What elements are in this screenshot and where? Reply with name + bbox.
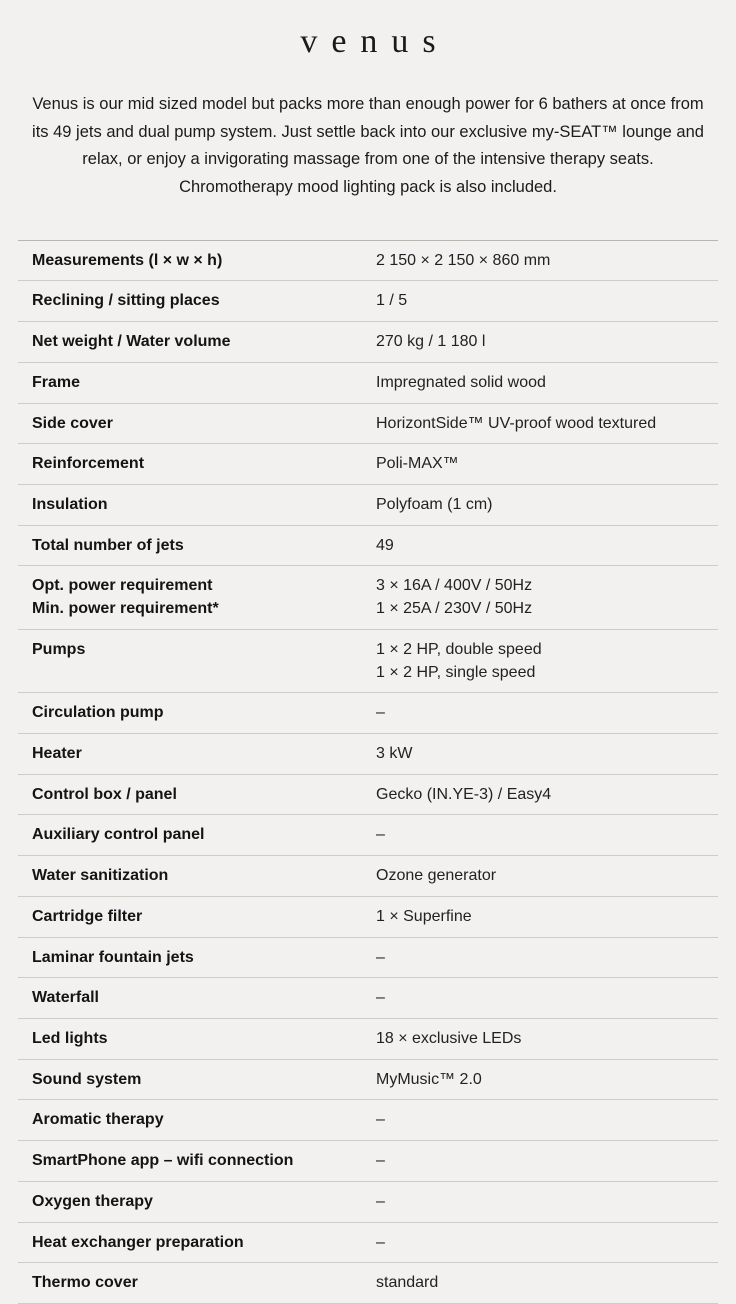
spec-value-line: Poli-MAX™ bbox=[376, 455, 459, 473]
table-row bbox=[18, 1141, 718, 1182]
table-row bbox=[18, 1263, 718, 1303]
spec-value-line: 270 kg / 1 180 l bbox=[376, 333, 486, 351]
spec-value-line: 1 × Superfine bbox=[376, 907, 472, 925]
table-row bbox=[18, 240, 718, 281]
spec-label-cell bbox=[18, 362, 372, 403]
spec-label-cell bbox=[18, 734, 372, 775]
spec-label-cell bbox=[18, 1100, 372, 1141]
spec-value-line: – bbox=[376, 704, 385, 722]
spec-value-line: HorizontSide™ UV-proof wood textured bbox=[376, 414, 657, 432]
page-title: venus bbox=[300, 23, 450, 60]
table-row bbox=[18, 1059, 718, 1100]
spec-label-cell bbox=[18, 629, 372, 692]
spec-value-line: 3 kW bbox=[376, 745, 413, 763]
spec-label-cell bbox=[18, 896, 372, 937]
spec-value-line: standard bbox=[376, 1274, 439, 1292]
spec-value-line: – bbox=[376, 1192, 385, 1210]
spec-value-cell bbox=[372, 1019, 718, 1060]
spec-value-cell bbox=[372, 937, 718, 978]
spec-label-cell bbox=[18, 566, 372, 629]
table-row bbox=[18, 1100, 718, 1141]
spec-value-cell bbox=[372, 1263, 718, 1303]
spec-label-line: Frame bbox=[32, 373, 81, 391]
spec-value-cell bbox=[372, 1181, 718, 1222]
spec-label-line: Total number of jets bbox=[32, 536, 184, 554]
table-row bbox=[18, 1222, 718, 1263]
spec-value-line: 2 150 × 2 150 × 860 mm bbox=[376, 251, 551, 269]
spec-value-cell bbox=[372, 978, 718, 1019]
table-row bbox=[18, 1181, 718, 1222]
table-row bbox=[18, 322, 718, 363]
spec-label-line: Auxiliary control panel bbox=[32, 826, 205, 844]
spec-value-cell bbox=[372, 525, 718, 566]
spec-value-cell bbox=[372, 240, 718, 281]
table-row bbox=[18, 856, 718, 897]
spec-label-line: Reinforcement bbox=[32, 455, 145, 473]
spec-label-line: Cartridge filter bbox=[32, 907, 143, 925]
spec-value-line: 1 × 25A / 230V / 50Hz bbox=[376, 600, 533, 618]
spec-value-line: – bbox=[376, 989, 385, 1007]
table-row bbox=[18, 629, 718, 692]
spec-label-line: Measurements (l × w × h) bbox=[32, 251, 223, 269]
spec-value-cell bbox=[372, 484, 718, 525]
spec-value-line: 1 × 2 HP, single speed bbox=[376, 663, 536, 681]
spec-label-cell bbox=[18, 444, 372, 485]
table-row bbox=[18, 896, 718, 937]
spec-label-cell bbox=[18, 937, 372, 978]
spec-value-line: Ozone generator bbox=[376, 867, 497, 885]
spec-label-line: Pumps bbox=[32, 640, 86, 658]
spec-value-line: Impregnated solid wood bbox=[376, 373, 546, 391]
table-row bbox=[18, 566, 718, 629]
spec-value-cell bbox=[372, 566, 718, 629]
table-row bbox=[18, 1019, 718, 1060]
spec-label-line: Sound system bbox=[32, 1070, 142, 1088]
table-row bbox=[18, 362, 718, 403]
spec-label-line: Laminar fountain jets bbox=[32, 948, 194, 966]
spec-label-cell bbox=[18, 403, 372, 444]
spec-value-cell bbox=[372, 1100, 718, 1141]
spec-value-line: – bbox=[376, 1152, 385, 1170]
spec-value-line: – bbox=[376, 1111, 385, 1129]
spec-value-cell bbox=[372, 774, 718, 815]
spec-value-cell bbox=[372, 281, 718, 322]
table-row bbox=[18, 815, 718, 856]
spec-label-cell bbox=[18, 1181, 372, 1222]
spec-label-line: Oxygen therapy bbox=[32, 1192, 153, 1210]
spec-value-cell bbox=[372, 1222, 718, 1263]
spec-label-cell bbox=[18, 281, 372, 322]
spec-value-line: MyMusic™ 2.0 bbox=[376, 1070, 482, 1088]
spec-label-cell bbox=[18, 815, 372, 856]
spec-label-line: Waterfall bbox=[32, 989, 99, 1007]
spec-value-cell bbox=[372, 1059, 718, 1100]
spec-label-cell bbox=[18, 1141, 372, 1182]
spec-label-line: Opt. power requirement bbox=[32, 577, 213, 595]
spec-value-line: 1 / 5 bbox=[376, 292, 408, 310]
spec-value-cell bbox=[372, 734, 718, 775]
table-row bbox=[18, 281, 718, 322]
spec-value-cell bbox=[372, 1141, 718, 1182]
spec-label-cell bbox=[18, 240, 372, 281]
spec-value-cell bbox=[372, 896, 718, 937]
specifications-table bbox=[18, 240, 718, 1303]
table-row bbox=[18, 403, 718, 444]
spec-label-cell bbox=[18, 322, 372, 363]
table-row bbox=[18, 444, 718, 485]
spec-label-line: Insulation bbox=[32, 495, 108, 513]
spec-label-line: Heater bbox=[32, 745, 82, 763]
spec-label-line: Reclining / sitting places bbox=[32, 292, 220, 310]
spec-label-cell bbox=[18, 856, 372, 897]
spec-label-line: SmartPhone app – wifi connection bbox=[32, 1152, 294, 1170]
intro-paragraph: Venus is our mid sized model but packs more than enough power for 6 bathers at once from its 49 jets and dual pump system. Just settle back into our exclusive my-SEAT™ lounge and relax, or enjoy a invigorating massage from one of the intensive therapy seats. Chromotherapy mood lighting pack is also included. bbox=[32, 94, 704, 196]
spec-value-cell bbox=[372, 856, 718, 897]
table-row bbox=[18, 693, 718, 734]
spec-label-line: Net weight / Water volume bbox=[32, 333, 231, 351]
spec-label-cell bbox=[18, 978, 372, 1019]
table-row bbox=[18, 525, 718, 566]
spec-label-cell bbox=[18, 525, 372, 566]
spec-value-line: 18 × exclusive LEDs bbox=[376, 1030, 522, 1048]
spec-table-body bbox=[18, 240, 718, 1303]
spec-value-line: – bbox=[376, 1233, 385, 1251]
spec-value-cell bbox=[372, 629, 718, 692]
spec-label-line: Led lights bbox=[32, 1030, 108, 1048]
spec-label-cell bbox=[18, 1222, 372, 1263]
spec-value-line: 1 × 2 HP, double speed bbox=[376, 640, 542, 658]
spec-table-wrapper bbox=[18, 240, 718, 1304]
spec-label-line: Thermo cover bbox=[32, 1274, 138, 1292]
spec-value-line: 49 bbox=[376, 536, 394, 554]
table-row bbox=[18, 978, 718, 1019]
spec-label-cell bbox=[18, 1019, 372, 1060]
spec-value-line: Gecko (IN.YE-3) / Easy4 bbox=[376, 785, 552, 803]
spec-value-line: Polyfoam (1 cm) bbox=[376, 495, 493, 513]
spec-value-cell bbox=[372, 362, 718, 403]
spec-value-cell bbox=[372, 815, 718, 856]
spec-value-cell bbox=[372, 444, 718, 485]
table-row bbox=[18, 484, 718, 525]
spec-label-cell bbox=[18, 1059, 372, 1100]
spec-label-cell bbox=[18, 484, 372, 525]
spec-label-line: Heat exchanger preparation bbox=[32, 1233, 244, 1251]
spec-value-cell bbox=[372, 322, 718, 363]
table-row bbox=[18, 937, 718, 978]
spec-value-line: – bbox=[376, 826, 385, 844]
table-row bbox=[18, 734, 718, 775]
spec-label-line: Water sanitization bbox=[32, 867, 169, 885]
spec-label-line: Side cover bbox=[32, 414, 113, 432]
spec-value-line: – bbox=[376, 948, 385, 966]
spec-value-line: 3 × 16A / 400V / 50Hz bbox=[376, 577, 533, 595]
spec-value-cell bbox=[372, 693, 718, 734]
table-row bbox=[18, 774, 718, 815]
spec-value-cell bbox=[372, 403, 718, 444]
spec-label-line: Control box / panel bbox=[32, 785, 177, 803]
spec-label-line: Aromatic therapy bbox=[32, 1111, 164, 1129]
spec-label-cell bbox=[18, 1263, 372, 1303]
spec-label-cell bbox=[18, 693, 372, 734]
spec-label-line: Min. power requirement* bbox=[32, 600, 219, 618]
spec-label-cell bbox=[18, 774, 372, 815]
spec-label-line: Circulation pump bbox=[32, 704, 164, 722]
